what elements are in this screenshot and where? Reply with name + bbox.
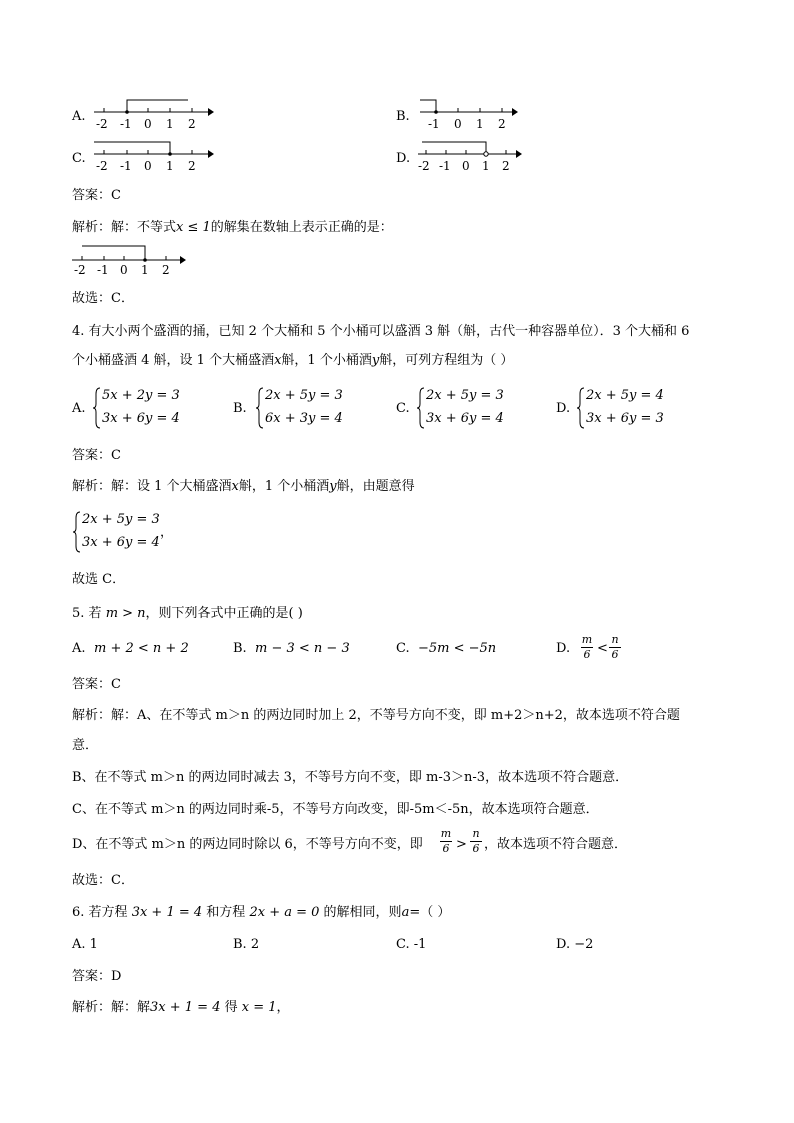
tick-label: -2 <box>74 263 86 277</box>
option-label: C. <box>396 401 410 416</box>
q5-answer: 答案：C <box>72 677 121 692</box>
option-label: B. <box>233 401 247 416</box>
fraction: m 6 <box>440 827 452 855</box>
q6-answer: 答案：D <box>72 969 122 984</box>
q4-conclusion: 故选 C． <box>72 572 126 587</box>
tick-label: 2 <box>502 159 510 173</box>
option-label: A. <box>72 401 86 416</box>
tick-label: 1 <box>166 117 174 131</box>
q5-stem: 5. 若 m > n，则下列各式中正确的是( ) <box>72 606 303 621</box>
tick-label: 0 <box>144 159 152 173</box>
brace-icon <box>72 510 82 554</box>
tick-label: 0 <box>462 159 470 173</box>
tick-label: -1 <box>97 263 109 277</box>
q4-stem-line1: 4. 有大小两个盛酒的捅，已知 2 个大桶和 5 个小桶可以盛酒 3 斛（斛，古代一种容器单位）．3 个大桶和 6 <box>72 324 690 339</box>
q6-option-b[interactable]: B. 2 <box>233 937 260 952</box>
option-label: D. <box>556 401 571 416</box>
brace-icon <box>576 386 586 430</box>
brace-icon <box>92 386 102 430</box>
number-line-c <box>90 138 215 178</box>
fraction: m 6 <box>581 633 593 661</box>
number-line-b <box>416 96 526 136</box>
q6-option-a[interactable]: A. 1 <box>72 937 98 952</box>
fraction: n 6 <box>470 828 482 855</box>
q4-stem-line2: 个小桶盛酒 4 斛，设 1 个大桶盛酒x斛，1 个小桶酒y斛，可列方程组为（ ） <box>72 353 514 368</box>
option-label: A. <box>72 109 86 124</box>
tick-label: -1 <box>428 117 440 131</box>
q3-analysis: 解析：解：不等式x ≤ 1的解集在数轴上表示正确的是： <box>72 220 393 235</box>
number-line-d <box>414 138 529 178</box>
tick-label: -2 <box>96 159 108 173</box>
tick-label: 2 <box>188 117 196 131</box>
number-line-a <box>90 96 215 136</box>
tick-label: 1 <box>476 117 484 131</box>
tick-label: 2 <box>498 117 506 131</box>
tick-label: 0 <box>454 117 462 131</box>
q6-option-d[interactable]: D. −2 <box>556 937 594 952</box>
option-label: C. <box>72 151 86 166</box>
q5-analysis-a-line2: 意． <box>72 738 99 753</box>
option-label: D. <box>396 151 411 166</box>
tick-label: 0 <box>120 263 128 277</box>
tick-label: 2 <box>188 159 196 173</box>
q6-analysis: 解析：解：解3x + 1 = 4 得 x = 1， <box>72 1000 290 1015</box>
q5-analysis-a-line1: 解析：解：A、在不等式 m＞n 的两边同时加上 2，不等号方向不变，即 m+2＞n+2，故本选项不符合题 <box>72 708 680 723</box>
q5-analysis-c: C、在不等式 m＞n 的两边同时乘-5，不等号方向改变，即-5m＜-5n，故本选项符合题意． <box>72 802 599 817</box>
tick-label: 0 <box>144 117 152 131</box>
q3-answer: 答案：C <box>72 188 121 203</box>
q3-conclusion: 故选：C． <box>72 291 134 306</box>
q3-analysis-number-line <box>68 240 193 280</box>
brace-icon <box>416 386 426 430</box>
option-expr: m + 2 < n + 2 <box>94 641 189 656</box>
tick-label: -1 <box>120 159 132 173</box>
q6-option-c[interactable]: C. -1 <box>396 937 427 952</box>
tick-label: -1 <box>120 117 132 131</box>
option-expr: −5m < −5n <box>418 641 497 656</box>
q4-analysis: 解析：解：设 1 个大桶盛酒x斛，1 个小桶酒y斛，由题意得 <box>72 479 415 494</box>
q6-stem: 6. 若方程 3x + 1 = 4 和方程 2x + a = 0 的解相同，则a=（ ） <box>72 905 451 920</box>
tick-label: -2 <box>96 117 108 131</box>
fraction: n 6 <box>609 634 621 661</box>
option-expr: m − 3 < n − 3 <box>255 641 350 656</box>
tick-label: 2 <box>162 263 170 277</box>
tick-label: 1 <box>166 159 174 173</box>
q5-analysis-b: B、在不等式 m＞n 的两边同时减去 3，不等号方向不变，即 m-3＞n-3，故本选项不符合题意． <box>72 770 629 785</box>
tick-label: 1 <box>141 263 149 277</box>
tick-label: 1 <box>482 159 490 173</box>
brace-icon <box>255 386 265 430</box>
option-label: B. <box>396 109 410 124</box>
q5-conclusion: 故选：C． <box>72 873 134 888</box>
tick-label: -2 <box>418 159 430 173</box>
tick-label: -1 <box>439 159 451 173</box>
q4-answer: 答案：C <box>72 448 121 463</box>
